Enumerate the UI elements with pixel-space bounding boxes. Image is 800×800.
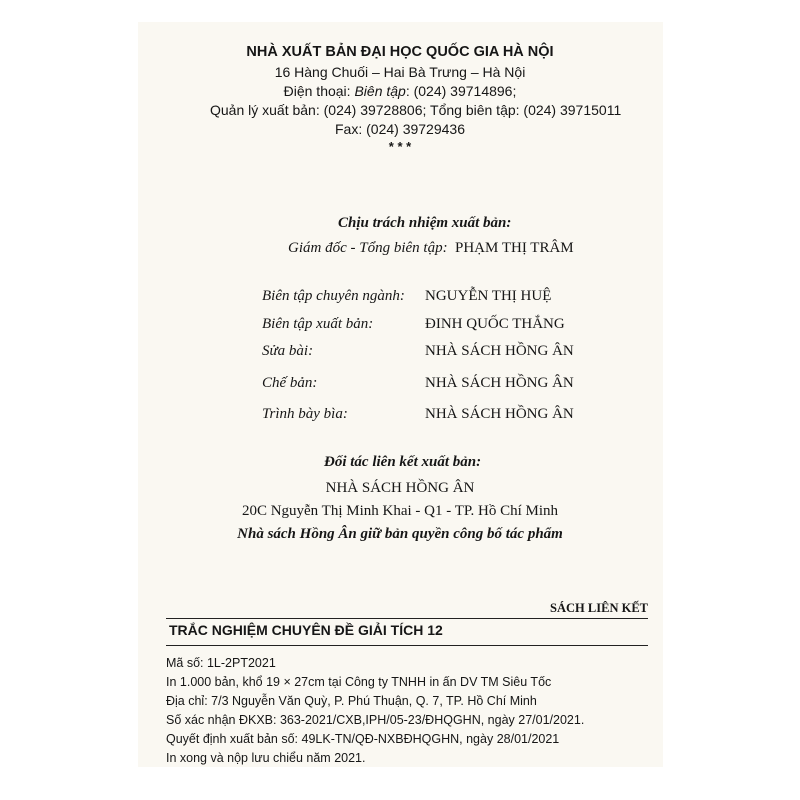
phone-value: : (024) 39714896; xyxy=(405,83,517,99)
publisher-management-line: Quản lý xuất bản: (024) 39728806; Tổng biên tập: (024) 39715011 xyxy=(210,102,622,118)
credit-name: NHÀ SÁCH HỒNG ÂN xyxy=(425,406,574,422)
credit-role: Trình bày bìa: xyxy=(262,406,348,422)
credit-role: Chế bản: xyxy=(262,375,318,391)
credit-name: NGUYỄN THỊ HUỆ xyxy=(425,288,552,304)
director-name: PHẠM THỊ TRÂM xyxy=(455,240,574,256)
partner-address: 20C Nguyễn Thị Minh Khai - Q1 - TP. Hồ Chí Minh xyxy=(241,503,559,519)
credit-role: Sửa bài: xyxy=(262,343,314,359)
colophon-line: Mã số: 1L-2PT2021 xyxy=(166,656,276,670)
publisher-name: NHÀ XUẤT BẢN ĐẠI HỌC QUỐC GIA HÀ NỘI xyxy=(246,44,554,60)
publisher-address: 16 Hàng Chuối – Hai Bà Trưng – Hà Nội xyxy=(274,64,526,80)
credit-name: NHÀ SÁCH HỒNG ÂN xyxy=(425,343,574,359)
colophon-line: In xong và nộp lưu chiểu năm 2021. xyxy=(166,751,366,765)
publisher-phone xyxy=(0,83,800,99)
responsibility-heading: Chịu trách nhiệm xuất bản: xyxy=(338,215,512,231)
linked-book-label: SÁCH LIÊN KẾT xyxy=(550,601,648,615)
credit-name: ĐINH QUỐC THẮNG xyxy=(425,316,565,332)
colophon-line: Số xác nhận ĐKXB: 363-2021/CXB,IPH/05-23/ĐHQGHN, ngày 27/01/2021. xyxy=(166,713,585,727)
publisher-fax: Fax: (024) 39729436 xyxy=(335,121,465,137)
credit-role: Biên tập chuyên ngành: xyxy=(262,288,405,304)
book-title: TRẮC NGHIỆM CHUYÊN ĐỀ GIẢI TÍCH 12 xyxy=(169,622,443,638)
partner-heading: Đối tác liên kết xuất bản: xyxy=(324,454,482,470)
phone-role: Biên tập xyxy=(354,83,406,99)
colophon-line: Quyết định xuất bản số: 49LK-TN/QĐ-NXBĐHQGHN, ngày 28/01/2021 xyxy=(166,732,560,746)
director-label: Giám đốc - Tổng biên tập: xyxy=(288,240,448,256)
copyright-notice: Nhà sách Hồng Ân giữ bản quyền công bố tác phẩm xyxy=(237,526,563,542)
credit-role: Biên tập xuất bản: xyxy=(262,316,374,332)
colophon-line: Địa chỉ: 7/3 Nguyễn Văn Quỳ, P. Phú Thuận, Q. 7, TP. Hồ Chí Minh xyxy=(166,694,537,708)
credit-name: NHÀ SÁCH HỒNG ÂN xyxy=(425,375,574,391)
partner-name: NHÀ SÁCH HỒNG ÂN xyxy=(325,480,475,496)
separator-stars: * * * xyxy=(388,139,412,154)
phone-label: Điện thoại: xyxy=(283,83,355,99)
colophon-line: In 1.000 bản, khổ 19 × 27cm tại Công ty TNHH in ấn DV TM Siêu Tốc xyxy=(166,675,552,689)
